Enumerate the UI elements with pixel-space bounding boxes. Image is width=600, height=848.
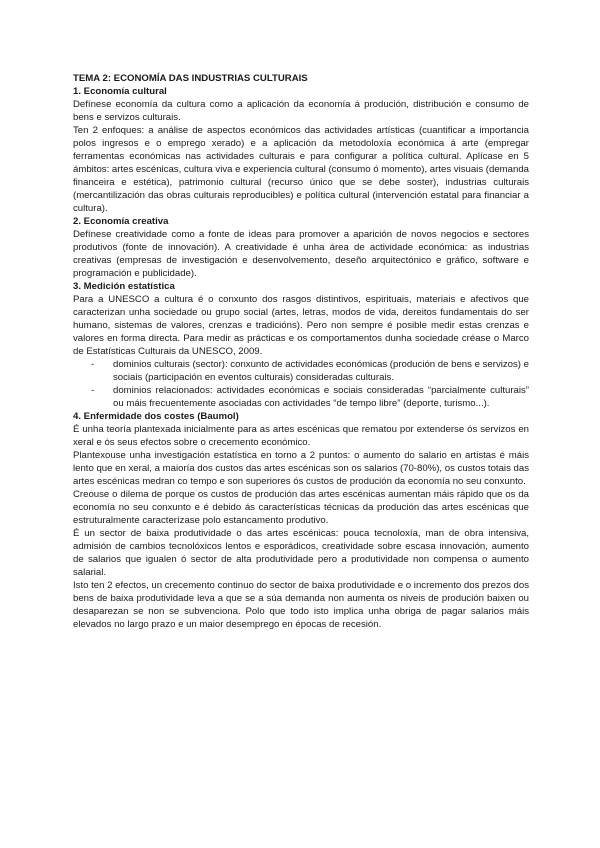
section-economia-cultural bbox=[73, 85, 529, 215]
section-medicion-estatistica bbox=[73, 280, 529, 410]
section-heading: 3. Medición estatística bbox=[73, 281, 175, 292]
section-heading: 1. Economía cultural bbox=[73, 86, 167, 97]
list-item: - dominios culturais (sector): conxunto de actividades económicas (produción de bens e servizos) e sociais (participación en eventos culturais) consideradas culturais. bbox=[113, 358, 529, 384]
document-title: TEMA 2: ECONOMÍA DAS INDUSTRIAS CULTURAIS bbox=[73, 73, 308, 84]
list-item: - dominios relacionados: actividades económicas e sociais consideradas “parcialmente culturais” ou máis frecuentemente asociadas con actividades “de tempo libre” (deporte, turismo...). bbox=[113, 384, 529, 410]
paragraph: Defínese economía da cultura como a aplicación da economía á produción, distribución e consumo de bens e servizos culturais. bbox=[73, 99, 529, 123]
domain-list bbox=[73, 358, 529, 410]
paragraph: Creouse o dilema de porque os custos de produción das artes escénicas aumentan máis rápido que os da economía no seu conxunto e é debido ás características técnicas da produción das artes escénicas que estruturalmente caracterízase polo estancamento produtivo. bbox=[73, 489, 529, 526]
section-heading: 2. Economía creativa bbox=[73, 216, 169, 227]
paragraph: É un sector de baixa produtividade o das artes escénicas: pouca tecnoloxía, man de obra intensiva, admisión de cambios tecnolóxicos lentos e esporádicos, creatividade sobre escasa innovación, aumento de salarios que igualen ó sector de alta produtividade pero a produtividade non compensa o aumento salarial. bbox=[73, 528, 529, 578]
paragraph: Plantexouse unha investigación estatística en torno a 2 puntos: o aumento do salario en artistas é máis lento que en xeral, a maioría dos custos das artes escénicas son os salarios (70-80%), os custos totais das artes escénicas medran co tempo e son superiores ós custos de produción da economía no seu conxunto. bbox=[73, 450, 529, 487]
section-heading: 4. Enfermidade dos costes (Baumol) bbox=[73, 411, 239, 422]
paragraph: Para a UNESCO a cultura é o conxunto dos rasgos distintivos, espirituais, materiais e afectivos que caracterizan unha sociedade ou grupo social (artes, letras, modos de vida, dereitos fundamentais do ser humano, sistemas de valores, crenzas e tradicións). Pero non sempre é posible medir estas crenzas e valores en forma directa. Para medir as prácticas e os comportamentos dunha sociedade créase o Marco de Estatísticas Culturais da UNESCO, 2009. bbox=[73, 294, 529, 357]
paragraph: Defínese creatividade como a fonte de ideas para promover a aparición de novos negocios e sectores produtivos (fonte de innovación). A creatividade é unha área de actividade económica: as industrias creativas (empresas de investigación e desenvolvemento, deseño arquitectónico e gráfico, software e programación e publicidade). bbox=[73, 229, 529, 279]
paragraph: Isto ten 2 efectos, un crecemento continuo do sector de baixa produtividade e o incremento dos prezos dos bens de baixa produtividade leva a que se a súa demanda non aumenta os niveis de produción baixen ou desaparezan se non se subvenciona. Polo que todo isto implica unha obriga de pagar salarios máis elevados no largo prazo e un maior desemprego en épocas de recesión. bbox=[73, 580, 529, 630]
section-economia-creativa bbox=[73, 215, 529, 280]
section-enfermidade-costes bbox=[73, 410, 529, 631]
paragraph: É unha teoría plantexada inicialmente para as artes escénicas que rematou por extenderse ós servizos en xeral e ós seus efectos sobre o crecemento económico. bbox=[73, 424, 529, 448]
paragraph: Ten 2 enfoques: a análise de aspectos económicos das actividades artísticas (cuantificar a importancia polos ingresos e o emprego xerado) e a aplicación da metodoloxía económica á arte (empregar ferramentas económicas nas actividades culturais e para configurar a política cultural. Aplícase en 5 ámbitos: artes escénicas, cultura viva e experiencia cultural (consumo ó momento), artes visuais (demanda financeira e estética), patrimonio cultural (recurso único que se debe soster), industrias culturais (mercantilización das obras culturais reproducibles) e política cultural (intervención estatal para financiar a cultura). bbox=[73, 125, 529, 214]
document-page bbox=[73, 72, 529, 631]
